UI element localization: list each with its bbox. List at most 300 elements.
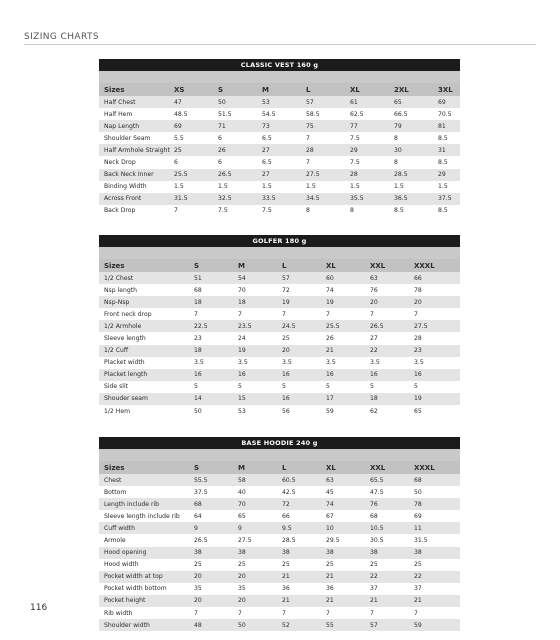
row-label: 1/2 Hem [104, 407, 131, 415]
table-row [99, 393, 460, 405]
table-cell: 18 [238, 298, 246, 306]
column-header: XXXL [414, 463, 435, 472]
table-cell: 21 [326, 597, 334, 605]
table-cell: 53 [262, 98, 270, 106]
column-header: L [282, 261, 287, 270]
table-cell: 16 [194, 371, 202, 379]
table-cell: 21 [414, 597, 422, 605]
table-cell: 22 [370, 573, 378, 581]
table-cell: 10 [326, 524, 334, 532]
table-cell: 21 [326, 573, 334, 581]
table-cell: 31.5 [174, 195, 188, 203]
table-cell: 21 [326, 347, 334, 355]
table-cell: 1.5 [394, 183, 404, 191]
table-cell: 8.5 [438, 207, 448, 215]
table-cell: 7 [414, 609, 418, 617]
table-cell: 14 [194, 395, 202, 403]
table-cell: 71 [218, 122, 226, 130]
header-divider [24, 44, 536, 45]
table-cell: 48.5 [174, 110, 188, 118]
table-cell: 36.5 [394, 195, 408, 203]
table-cell: 74 [326, 500, 334, 508]
table-cell: 29 [438, 171, 446, 179]
table-cell: 16 [414, 371, 422, 379]
table-cell: 10.5 [370, 524, 384, 532]
table-cell: 38 [326, 549, 334, 557]
table-row [99, 369, 460, 381]
table-cell: 35.5 [350, 195, 364, 203]
table-cell: 25 [326, 561, 334, 569]
table-cell: 5 [370, 383, 374, 391]
table-cell: 8.5 [394, 207, 404, 215]
row-label: Hood width [104, 561, 139, 569]
table-cell: 70 [238, 500, 246, 508]
table-cell: 7 [282, 310, 286, 318]
table-cell: 25 [370, 561, 378, 569]
table-row [99, 345, 460, 357]
table-cell: 3.5 [326, 359, 336, 367]
table-row [99, 381, 460, 393]
table-cell: 7 [238, 310, 242, 318]
row-label: Neck Drop [104, 159, 136, 167]
table-cell: 23 [414, 347, 422, 355]
page-number: 116 [30, 603, 48, 613]
table-cell: 17 [326, 395, 334, 403]
table-cell: 57 [306, 98, 314, 106]
table-cell: 7 [326, 310, 330, 318]
table-cell: 1.5 [262, 183, 272, 191]
row-label: Front neck drop [104, 310, 152, 318]
table-cell: 59 [414, 621, 422, 629]
table-cell: 65 [414, 407, 422, 415]
table-cell: 74 [326, 286, 334, 294]
table-cell: 31.5 [414, 537, 428, 545]
table-cell: 58.5 [306, 110, 320, 118]
table-cell: 5 [326, 383, 330, 391]
column-header: XL [326, 261, 336, 270]
column-header: 2XL [394, 85, 409, 94]
table-cell: 7 [306, 134, 310, 142]
table-cell: 11 [414, 524, 422, 532]
table-cell: 29 [350, 146, 358, 154]
table-cell: 27 [370, 335, 378, 343]
table-cell: 28.5 [394, 171, 408, 179]
table-cell: 6.5 [262, 134, 272, 142]
table-cell: 63 [370, 274, 378, 282]
table-cell: 8.5 [438, 159, 448, 167]
table-cell: 1.5 [218, 183, 228, 191]
table-cell: 31 [438, 146, 446, 154]
row-label: 1/2 Cuff [104, 347, 129, 355]
table-cell: 22 [414, 573, 422, 581]
table-cell: 7 [414, 310, 418, 318]
table-cell: 7 [326, 609, 330, 617]
table-cell: 54 [238, 274, 246, 282]
table-cell: 3.5 [194, 359, 204, 367]
column-header: XXXL [414, 261, 435, 270]
table-cell: 25 [282, 335, 290, 343]
row-label: Pocket width at top [104, 573, 163, 581]
table-cell: 23 [194, 335, 202, 343]
table-cell: 3.5 [370, 359, 380, 367]
row-label: Sleeve length [104, 335, 146, 343]
table-cell: 79 [394, 122, 402, 130]
table-cell: 72 [282, 500, 290, 508]
table-title: GOLFER 180 g [99, 235, 460, 247]
table-cell: 5 [238, 383, 242, 391]
table-cell: 42.5 [282, 488, 296, 496]
table-cell: 52 [282, 621, 290, 629]
table-cell: 51 [194, 274, 202, 282]
table-cell: 38 [238, 549, 246, 557]
row-label: Length include rib [104, 500, 160, 508]
table-cell: 69 [414, 512, 422, 520]
column-header: XXL [370, 261, 386, 270]
table-cell: 6.5 [262, 159, 272, 167]
row-label: 1/2 Chest [104, 274, 134, 282]
row-label: 1/2 Armhole [104, 322, 142, 330]
row-label: Back Neck Inner [104, 171, 154, 179]
table-cell: 21 [370, 597, 378, 605]
table-row [99, 296, 460, 308]
table-cell: 28.5 [282, 537, 296, 545]
row-label: Half Hem [104, 110, 133, 118]
table-cell: 8 [394, 134, 398, 142]
table-row [99, 320, 460, 332]
table-cell: 50 [238, 621, 246, 629]
table-row [99, 571, 460, 583]
table-cell: 20 [238, 597, 246, 605]
table-cell: 50 [218, 98, 226, 106]
table-cell: 28 [414, 335, 422, 343]
table-row [99, 595, 460, 607]
table-cell: 45 [326, 488, 334, 496]
table-cell: 58 [238, 476, 246, 484]
column-header: M [238, 261, 245, 270]
table-cell: 1.5 [306, 183, 316, 191]
table-cell: 3.5 [414, 359, 424, 367]
table-cell: 27 [262, 146, 270, 154]
table-cell: 25 [238, 561, 246, 569]
row-label: Hood opening [104, 549, 147, 557]
table-cell: 59 [326, 407, 334, 415]
table-cell: 60 [326, 274, 334, 282]
table-cell: 70.5 [438, 110, 452, 118]
table-cell: 1.5 [438, 183, 448, 191]
table-cell: 27 [262, 171, 270, 179]
row-label: Nsp-Nsp [104, 298, 130, 306]
table-row [99, 272, 460, 284]
table-cell: 35 [194, 585, 202, 593]
table-spacer [99, 71, 460, 83]
table-header-row [99, 83, 460, 96]
table-cell: 65 [238, 512, 246, 520]
column-header: Sizes [104, 261, 125, 270]
table-title: CLASSIC VEST 160 g [99, 59, 460, 71]
column-header: Sizes [104, 85, 125, 94]
row-label: Rib width [104, 609, 133, 617]
table-cell: 9 [194, 524, 198, 532]
column-header: XXL [370, 463, 386, 472]
column-header: L [282, 463, 287, 472]
table-cell: 7.5 [350, 134, 360, 142]
table-cell: 26.5 [194, 537, 208, 545]
table-cell: 9.5 [282, 524, 292, 532]
table-cell: 3.5 [238, 359, 248, 367]
row-label: Shoulder Seam [104, 134, 151, 142]
table-cell: 76 [370, 286, 378, 294]
table-row [99, 108, 460, 120]
table-cell: 66 [414, 274, 422, 282]
table-cell: 37 [370, 585, 378, 593]
table-cell: 23.5 [238, 322, 252, 330]
table-cell: 36 [282, 585, 290, 593]
table-cell: 6 [174, 159, 178, 167]
table-cell: 25.5 [326, 322, 340, 330]
row-label: Side slit [104, 383, 129, 391]
table-cell: 21 [282, 597, 290, 605]
table-cell: 26.5 [218, 171, 232, 179]
table-cell: 16 [282, 395, 290, 403]
table-cell: 20 [194, 573, 202, 581]
table-cell: 25 [174, 146, 182, 154]
table-row [99, 619, 460, 631]
table-cell: 7 [306, 159, 310, 167]
table-cell: 62 [370, 407, 378, 415]
table-row [99, 96, 460, 108]
table-row [99, 144, 460, 156]
table-row [99, 308, 460, 320]
table-cell: 73 [262, 122, 270, 130]
table-cell: 7 [370, 609, 374, 617]
table-spacer [99, 247, 460, 259]
table-cell: 15 [238, 395, 246, 403]
table-cell: 1.5 [350, 183, 360, 191]
table-golfer [99, 235, 460, 417]
table-cell: 57 [282, 274, 290, 282]
row-label: Nsp length [104, 286, 137, 294]
table-cell: 18 [194, 347, 202, 355]
row-label: Shouder seam [104, 395, 148, 403]
column-header: 3XL [438, 85, 453, 94]
table-cell: 1.5 [174, 183, 184, 191]
table-row [99, 132, 460, 144]
table-cell: 7 [194, 609, 198, 617]
table-cell: 7 [194, 310, 198, 318]
table-cell: 5 [282, 383, 286, 391]
row-label: Chest [104, 476, 122, 484]
table-cell: 28 [350, 171, 358, 179]
table-cell: 47.5 [370, 488, 384, 496]
table-cell: 26.5 [370, 322, 384, 330]
table-cell: 20 [414, 298, 422, 306]
table-cell: 16 [238, 371, 246, 379]
table-cell: 37.5 [194, 488, 208, 496]
table-spacer [99, 449, 460, 461]
table-classic-vest [99, 59, 460, 217]
table-header-row [99, 461, 460, 474]
page-header-title: SIZING CHARTS [24, 32, 99, 42]
table-cell: 38 [414, 549, 422, 557]
table-cell: 57 [370, 621, 378, 629]
table-cell: 33.5 [262, 195, 276, 203]
column-header: S [218, 85, 224, 94]
table-row [99, 559, 460, 571]
table-header-row [99, 259, 460, 272]
table-row [99, 181, 460, 193]
table-cell: 38 [194, 549, 202, 557]
table-cell: 69 [438, 98, 446, 106]
table-cell: 26 [326, 335, 334, 343]
table-cell: 18 [370, 395, 378, 403]
table-cell: 38 [282, 549, 290, 557]
row-label: Placket width [104, 359, 145, 367]
table-cell: 55 [326, 621, 334, 629]
table-title: BASE HOODIE 240 g [99, 437, 460, 449]
table-cell: 7.5 [350, 159, 360, 167]
table-cell: 64 [194, 512, 202, 520]
table-cell: 6 [218, 159, 222, 167]
table-cell: 54.5 [262, 110, 276, 118]
table-cell: 7 [282, 609, 286, 617]
table-cell: 66.5 [394, 110, 408, 118]
table-cell: 68 [370, 512, 378, 520]
table-cell: 77 [350, 122, 358, 130]
table-row [99, 156, 460, 168]
table-row [99, 120, 460, 132]
table-cell: 19 [282, 298, 290, 306]
table-cell: 6 [218, 134, 222, 142]
table-cell: 27.5 [306, 171, 320, 179]
table-cell: 26 [218, 146, 226, 154]
table-cell: 68 [194, 286, 202, 294]
table-cell: 8 [394, 159, 398, 167]
row-label: Cuff width [104, 524, 136, 532]
table-row [99, 405, 460, 417]
table-cell: 7.5 [218, 207, 228, 215]
table-cell: 78 [414, 500, 422, 508]
table-cell: 36 [326, 585, 334, 593]
table-row [99, 522, 460, 534]
table-cell: 20 [282, 347, 290, 355]
column-header: XS [174, 85, 185, 94]
row-label: Pocket height [104, 597, 146, 605]
table-cell: 7 [370, 310, 374, 318]
table-cell: 68 [194, 500, 202, 508]
table-cell: 76 [370, 500, 378, 508]
table-cell: 67 [326, 512, 334, 520]
row-label: Binding Width [104, 183, 147, 191]
table-cell: 48 [194, 621, 202, 629]
table-cell: 78 [414, 286, 422, 294]
column-header: M [238, 463, 245, 472]
table-cell: 8 [306, 207, 310, 215]
table-cell: 30.5 [370, 537, 384, 545]
table-cell: 34.5 [306, 195, 320, 203]
table-row [99, 284, 460, 296]
table-cell: 8.5 [438, 134, 448, 142]
table-cell: 56 [282, 407, 290, 415]
table-cell: 20 [238, 573, 246, 581]
table-cell: 69 [174, 122, 182, 130]
row-label: Bottom [104, 488, 127, 496]
table-cell: 28 [306, 146, 314, 154]
table-row [99, 583, 460, 595]
table-cell: 24 [238, 335, 246, 343]
row-label: Armole [104, 537, 126, 545]
table-cell: 40 [238, 488, 246, 496]
table-cell: 5 [414, 383, 418, 391]
table-cell: 8 [350, 207, 354, 215]
column-header: S [194, 261, 200, 270]
table-cell: 22.5 [194, 322, 208, 330]
row-label: Half Chest [104, 98, 136, 106]
table-cell: 7.5 [262, 207, 272, 215]
table-cell: 7 [174, 207, 178, 215]
table-cell: 5 [194, 383, 198, 391]
table-cell: 20 [194, 597, 202, 605]
table-cell: 27.5 [238, 537, 252, 545]
column-header: L [306, 85, 311, 94]
row-label: Sleeve length include rib [104, 512, 180, 520]
column-header: XL [350, 85, 360, 94]
table-row [99, 169, 460, 181]
table-cell: 9 [238, 524, 242, 532]
table-cell: 24.5 [282, 322, 296, 330]
row-label: Back Drop [104, 207, 136, 215]
row-label: Placket length [104, 371, 148, 379]
table-cell: 20 [370, 298, 378, 306]
table-cell: 3.5 [282, 359, 292, 367]
table-cell: 65.5 [370, 476, 384, 484]
table-cell: 62.5 [350, 110, 364, 118]
table-cell: 50 [194, 407, 202, 415]
table-cell: 38 [370, 549, 378, 557]
table-cell: 53 [238, 407, 246, 415]
table-cell: 25 [414, 561, 422, 569]
table-cell: 60.5 [282, 476, 296, 484]
table-cell: 19 [238, 347, 246, 355]
table-cell: 37.5 [438, 195, 452, 203]
table-cell: 66 [282, 512, 290, 520]
table-cell: 30 [394, 146, 402, 154]
table-cell: 55.5 [194, 476, 208, 484]
table-row [99, 534, 460, 546]
table-cell: 65 [394, 98, 402, 106]
table-cell: 50 [414, 488, 422, 496]
table-cell: 16 [326, 371, 334, 379]
table-cell: 70 [238, 286, 246, 294]
table-row [99, 193, 460, 205]
table-cell: 19 [414, 395, 422, 403]
table-cell: 51.5 [218, 110, 232, 118]
row-label: Nap Length [104, 122, 140, 130]
column-header: M [262, 85, 269, 94]
table-row [99, 547, 460, 559]
table-cell: 47 [174, 98, 182, 106]
table-cell: 37 [414, 585, 422, 593]
table-cell: 72 [282, 286, 290, 294]
table-cell: 35 [238, 585, 246, 593]
table-cell: 29.5 [326, 537, 340, 545]
table-cell: 25.5 [174, 171, 188, 179]
row-label: Pocket width bottom [104, 585, 167, 593]
table-row [99, 332, 460, 344]
table-cell: 81 [438, 122, 446, 130]
table-row [99, 486, 460, 498]
table-cell: 68 [414, 476, 422, 484]
column-header: S [194, 463, 200, 472]
